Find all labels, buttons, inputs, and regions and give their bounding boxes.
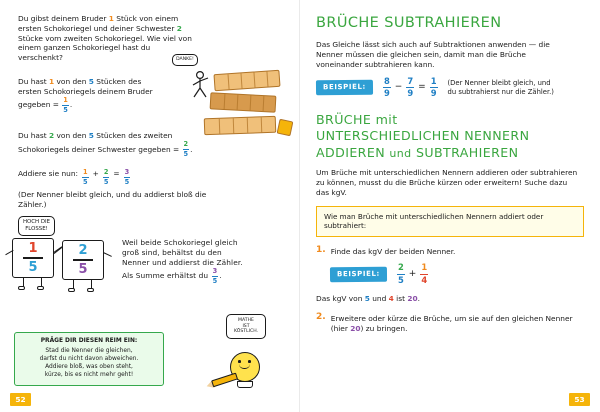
step-2-number: 2. bbox=[316, 311, 326, 322]
rhyme-callout bbox=[14, 332, 164, 386]
addition-prefix: Addiere sie nun: bbox=[18, 168, 79, 178]
heading-2-line-1: BRÜCHE mit bbox=[316, 111, 398, 127]
lightbulb-character bbox=[206, 316, 284, 388]
rhyme-line-2: darfst du nicht davon abweichen. bbox=[39, 356, 139, 363]
denominator-5b: 5 bbox=[78, 261, 88, 277]
bubble-text: HOCH DIE FLOSSE! bbox=[18, 216, 55, 236]
num-1-orange: 1 bbox=[108, 14, 114, 23]
fraction-b: $\frac{2}{5}$ bbox=[103, 168, 109, 187]
equals-sign: = bbox=[113, 168, 120, 178]
fraction-sum: $\frac{3}{5}$ bbox=[124, 168, 130, 187]
step-1-text: Finde das kgV der beiden Nenner. bbox=[330, 247, 456, 257]
fraction-a: $\frac{1}{5}$ bbox=[83, 168, 88, 187]
side-explanation: Weil beide Schokoriegel gleich groß sind, behältst du den Nenner und addierst die Zähler. Als Summe erhältst du $\frac{3}{5}$ . bbox=[122, 238, 243, 285]
kgv-n2: 4 bbox=[388, 294, 394, 304]
right-page-content bbox=[300, 0, 600, 412]
heading-2-line-3: ADDIEREN und SUBTRAHIEREN bbox=[316, 144, 519, 160]
fraction-character-2-5 bbox=[62, 240, 106, 292]
plus-sign-2: + bbox=[408, 268, 417, 279]
kgv-line: Das kgV von 5 und 4 ist 20. bbox=[316, 294, 420, 304]
equals-1: = bbox=[418, 82, 426, 93]
frac-2-5: $\frac{2}{5}$ bbox=[397, 262, 404, 285]
frac-8-9: $\frac{8}{9}$ bbox=[383, 75, 390, 99]
fraction-result-3-5: $\frac{3}{5}$ bbox=[212, 266, 218, 285]
thanks-speech-bubble: DANKE! bbox=[172, 54, 198, 66]
addition-note: (Der Nenner bleibt gleich, und du addierst bloß die Zähler.) bbox=[18, 190, 207, 210]
chocolate-piece-loose bbox=[277, 119, 294, 137]
chocolate-bar-3 bbox=[204, 116, 277, 136]
num-2-green: 2 bbox=[176, 23, 182, 33]
example-1-math bbox=[382, 76, 439, 99]
rhyme-line-1: Stad die Nenner die gleichen, bbox=[45, 348, 133, 355]
yellow-callout: Wie man Brüche mit unterschiedlichen Nennern addiert oder subtrahiert: bbox=[316, 206, 584, 237]
example-1 bbox=[316, 76, 584, 99]
denominator-5: 5 bbox=[28, 259, 38, 275]
step-2-kgv: 20 bbox=[350, 323, 361, 333]
side-line-3: Nenner und addierst die Zähler. bbox=[122, 257, 243, 267]
plus-sign: + bbox=[92, 168, 99, 178]
bulb-speech-bubble: MATHE IST KÖSTLICH. bbox=[226, 314, 266, 339]
fraction-card-2-5 bbox=[62, 240, 104, 280]
paragraph-intro: Du gibst deinem Bruder 1 Stück von einem ersten Schokoriegel und deiner Schwester 2 Stücke vom zweiten Schokoriegel. Wie viel von einem ganzen Schokoriegel hast du verschenkt? bbox=[18, 14, 192, 63]
pencil-icon bbox=[205, 372, 240, 391]
example-badge-2: BEISPIEL: bbox=[330, 267, 387, 283]
numerator-1: 1 bbox=[28, 241, 38, 257]
intro-different-denominators: Um Brüche mit unterschiedlichen Nennern addieren oder subtrahieren zu können, musst du die Brüche kürzen oder erweitern! Suche dazu das kgV. bbox=[316, 168, 578, 197]
step-2 bbox=[316, 313, 584, 334]
example-badge-1: BEISPIEL: bbox=[316, 80, 373, 96]
stick-figure bbox=[189, 70, 211, 100]
step-2-text: Erweitere oder kürze die Brüche, um sie auf den gleichen Nenner (hier 20) zu bringen. bbox=[330, 313, 573, 333]
side-line-4: Als Summe erhältst du bbox=[122, 271, 209, 281]
rhyme-title: PRÄGE DIR DIESEN REIM EIN: bbox=[40, 338, 138, 345]
frac-1-4: $\frac{1}{4}$ bbox=[421, 262, 428, 285]
step-1-number: 1. bbox=[316, 245, 326, 256]
chocolate-bar-2 bbox=[210, 92, 277, 112]
step-1 bbox=[316, 246, 584, 257]
page-number-left: 52 bbox=[10, 393, 31, 406]
rhyme-line-4: kürze, bis es nicht mehr geht! bbox=[44, 372, 134, 379]
fraction-2-5: $\frac{2}{5}$ bbox=[183, 140, 189, 158]
hoch-die-flosse-bubble bbox=[18, 216, 55, 236]
example-2-math bbox=[396, 263, 429, 286]
heading-subtract: BRÜCHE SUBTRAHIEREN bbox=[316, 15, 502, 31]
fraction-1-5: $\frac{1}{5}$ bbox=[63, 95, 68, 114]
fraction-card-1-5 bbox=[12, 238, 54, 278]
frac-7-9: $\frac{7}{9}$ bbox=[407, 75, 414, 99]
intro-subtract: Das Gleiche lässt sich auch auf Subtraktionen anwenden — die Nenner müssen die gleichen sein, damit man die Brüche voneinander subtrahieren kann. bbox=[316, 40, 550, 69]
paragraph-sister: Du hast 2 von den 5 Stücken des zweiten Schokoriegels deiner Schwester gegeben = $\frac{2}{5}$ . bbox=[18, 130, 193, 158]
rhyme-line-3: Addiere bloß, was oben steht, bbox=[45, 364, 133, 371]
chocolate-bar-1 bbox=[213, 70, 280, 92]
side-line-2: groß sind, behältst du den bbox=[122, 247, 222, 257]
side-line-1: Weil beide Schokoriegel gleich bbox=[122, 238, 238, 247]
frac-1-9: $\frac{1}{9}$ bbox=[430, 75, 437, 99]
kgv-result: 20 bbox=[407, 294, 418, 304]
chocolate-bars-illustration bbox=[176, 57, 294, 158]
fraction-character-1-5 bbox=[12, 238, 56, 290]
right-page bbox=[300, 0, 600, 412]
example-2 bbox=[330, 263, 584, 286]
heading-2-line-2: UNTERSCHIEDLICHEN NENNERN bbox=[316, 128, 530, 144]
paragraph-brother: Du hast 1 von den 5 Stücken des ersten Schokoriegels deinem Bruder gegeben = $\frac{1}{5}$ . bbox=[18, 76, 153, 114]
kgv-n1: 5 bbox=[364, 294, 370, 304]
numerator-2: 2 bbox=[78, 243, 88, 259]
example-1-note: (Der Nenner bleibt gleich, und du subtrahierst nur die Zähler.) bbox=[447, 79, 554, 97]
heading-different-denominators bbox=[316, 112, 584, 162]
addition-line bbox=[18, 169, 218, 210]
minus-sign: − bbox=[394, 82, 403, 93]
page-number-right: 53 bbox=[569, 393, 590, 406]
